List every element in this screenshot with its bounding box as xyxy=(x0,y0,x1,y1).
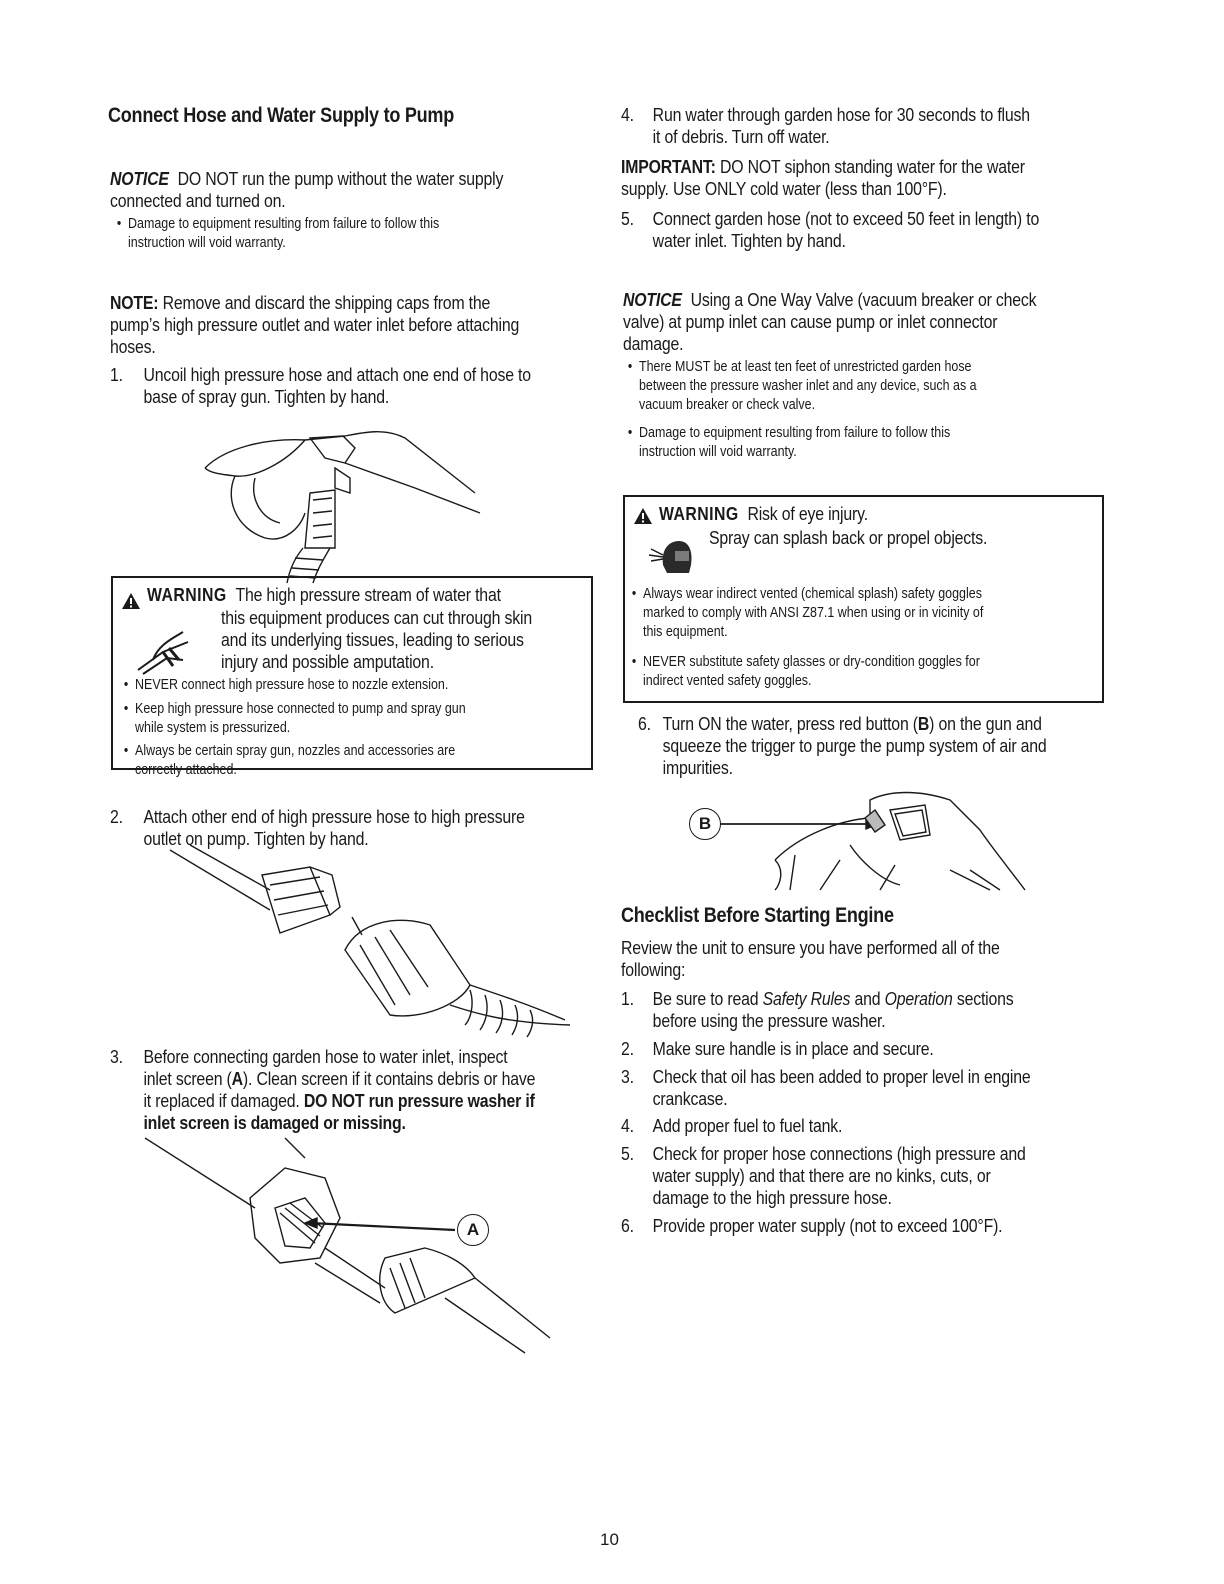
section-title-checklist: Checklist Before Starting Engine xyxy=(621,904,894,927)
checklist-item-1: 1. Be sure to read Safety Rules and Operation sections before using the pressure washer. xyxy=(621,989,1014,1031)
step-1: 1. Uncoil high pressure hose and attach one end of hose to base of spray gun. Tighten by hand. xyxy=(110,365,531,407)
important-label: IMPORTANT: xyxy=(621,157,716,177)
notice-2-bullet-2: • Damage to equipment resulting from failure to follow this instruction will void warranty. xyxy=(639,424,1121,462)
warning-2-bullet-2: • NEVER substitute safety glasses or dry-condition goggles for indirect vented safety goggles. xyxy=(643,653,1125,691)
note-paragraph: NOTE: Remove and discard the shipping caps from the pump’s high pressure outlet and water inlet before attaching hoses. xyxy=(110,293,520,357)
step-4: 4. Run water through garden hose for 30 seconds to flush it of debris. Turn off water. xyxy=(621,105,1030,147)
high-pressure-hose-outlet-illustration xyxy=(170,845,580,1040)
checklist-item-5: 5. Check for proper hose connections (high pressure and water supply) and that there are no kinks, cuts, or damage to the high pressure hose. xyxy=(621,1144,1026,1208)
warning-label-2: WARNING xyxy=(659,504,739,524)
warning-1-text: WARNING The high pressure stream of water that xyxy=(147,585,501,605)
warning-2-line-1: WARNING Risk of eye injury. xyxy=(659,504,868,524)
important-paragraph: IMPORTANT: DO NOT siphon standing water for the water supply. Use ONLY cold water (less than 100°F). xyxy=(621,157,1025,199)
checklist-item-3: 3. Check that oil has been added to proper level in engine crankcase. xyxy=(621,1067,1031,1109)
warning-label: WARNING xyxy=(147,585,227,605)
warning-1-bullet-2: • Keep high pressure hose connected to pump and spray gun while system is pressurized. xyxy=(135,700,599,738)
notice-block-2: NOTICE Using a One Way Valve (vacuum breaker or check valve) at pump inlet can cause pump or inlet connector damage. xyxy=(623,290,1037,354)
step-6: 6. Turn ON the water, press red button (B) on the gun and squeeze the trigger to purge the pump system of air and impurities. xyxy=(638,714,1047,778)
notice-label-2: NOTICE xyxy=(623,290,682,310)
notice-label: NOTICE xyxy=(110,169,169,189)
callout-a: A xyxy=(457,1214,489,1246)
page-number: 10 xyxy=(600,1530,619,1549)
step-2: 2. Attach other end of high pressure hose to high pressure outlet on pump. Tighten by hand. xyxy=(110,807,525,849)
warning-2-line-2: Spray can splash back or propel objects. xyxy=(709,528,988,548)
spray-gun-illustration xyxy=(195,418,485,583)
section-title-connect-hose: Connect Hose and Water Supply to Pump xyxy=(108,104,455,127)
step-5: 5. Connect garden hose (not to exceed 50 feet in length) to water inlet. Tighten by hand. xyxy=(621,209,1040,251)
notice-2-bullet-1: • There MUST be at least ten feet of unrestricted garden hose between the pressure washer inlet and any device, such as a vacuum breaker or check valve. xyxy=(639,358,1121,415)
warning-1-text-cont: this equipment produces can cut through skin and its underlying tissues, leading to serious injury and possible amputation. xyxy=(221,608,533,672)
warning-1-bullet-3: • Always be certain spray gun, nozzles and accessories are correctly attached. xyxy=(135,742,599,780)
eye-injury-hazard-icon xyxy=(649,535,693,575)
notice-1-bullet: • Damage to equipment resulting from failure to follow this instruction will void warranty. xyxy=(128,215,575,253)
inlet-screen-illustration xyxy=(145,1138,555,1348)
checklist-item-6: 6. Provide proper water supply (not to exceed 100°F). xyxy=(621,1216,1003,1236)
warning-1-bullet-1: • NEVER connect high pressure hose to nozzle extension. xyxy=(135,676,599,695)
checklist-item-4: 4. Add proper fuel to fuel tank. xyxy=(621,1116,843,1136)
checklist-item-2: 2. Make sure handle is in place and secure. xyxy=(621,1039,934,1059)
checklist-intro: Review the unit to ensure you have performed all of the following: xyxy=(621,938,1000,980)
note-label: NOTE: xyxy=(110,293,159,313)
warning-box-high-pressure xyxy=(111,576,593,778)
warning-triangle-icon xyxy=(633,507,653,525)
warning-triangle-icon xyxy=(121,592,141,610)
skin-injection-hazard-icon xyxy=(133,630,193,676)
spray-gun-red-button-illustration xyxy=(720,790,1030,895)
step-3: 3. Before connecting garden hose to water inlet, inspect inlet screen (A). Clean screen if it contains debris or have it replaced if damaged. DO NOT run pressure washer if inlet screen is damaged or missing. xyxy=(110,1047,536,1133)
notice-block-1: NOTICE DO NOT run the pump without the water supply connected and turned on. xyxy=(110,169,504,211)
callout-b: B xyxy=(689,808,721,840)
warning-2-bullet-1: • Always wear indirect vented (chemical splash) safety goggles marked to comply with ANSI Z87.1 when using or in vicinity of this equipment. xyxy=(643,585,1125,642)
warning-box-eye-injury xyxy=(623,495,1104,703)
